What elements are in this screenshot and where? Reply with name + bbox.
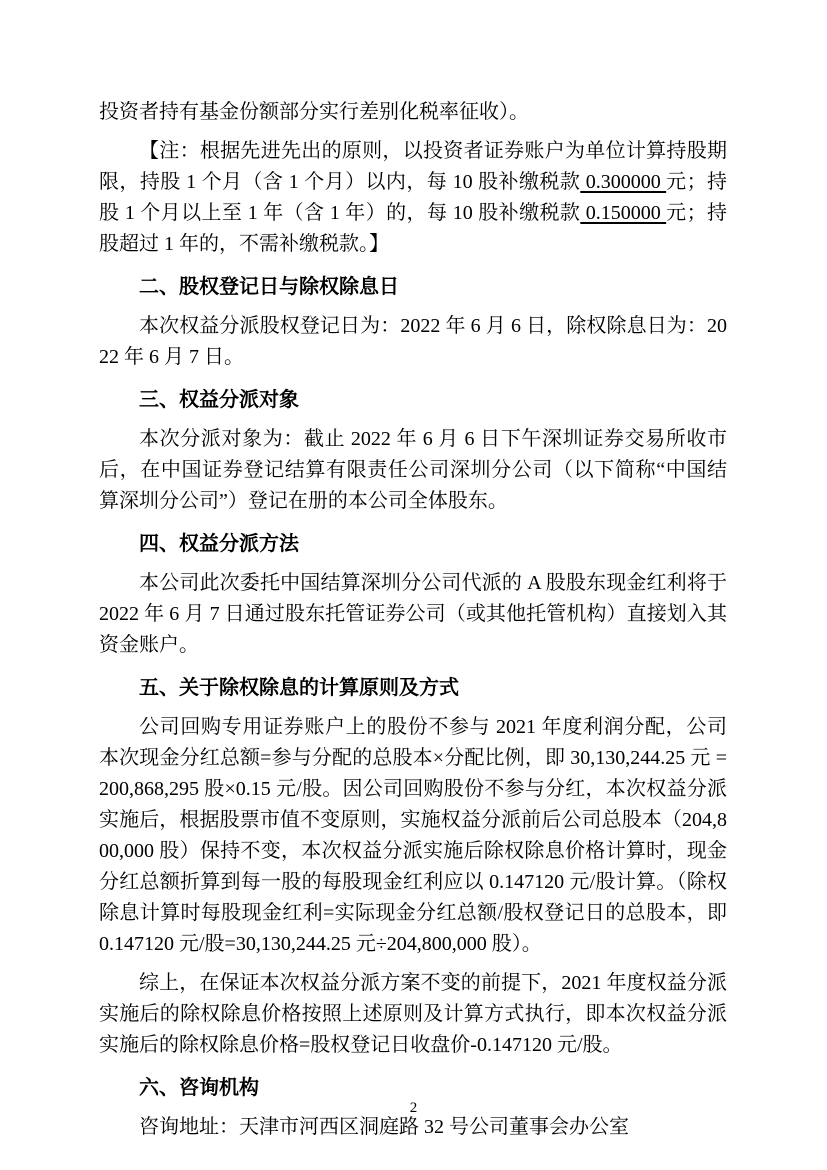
section-heading-distribution-method: 四、权益分派方法: [139, 533, 299, 555]
paragraph-tax-continuation: 投资者持有基金份额部分实行差别化税率征收）。: [99, 101, 529, 123]
paragraph-holding-period-note: [99, 136, 727, 260]
page-number: 2: [409, 1100, 418, 1116]
section-heading-record-date: 二、股权登记日与除权除息日: [139, 276, 399, 298]
section-heading-distribution-targets: 三、权益分派对象: [139, 389, 299, 411]
section-heading-consulting-agency: 六、咨询机构: [139, 1077, 259, 1099]
underlined-tax-amount-1: 0.300000: [580, 171, 667, 193]
paragraph-distribution-targets: 本次分派对象为：截止 2022 年 6 月 6 日下午深圳证券交易所收市后，在中国证券登记结算有限责任公司深圳分公司（以下简称“中国结算深圳分公司”）登记在册的本公司全体股东。: [99, 428, 727, 512]
section-heading-ex-dividend-calculation: 五、关于除权除息的计算原则及方式: [139, 677, 459, 699]
paragraph-ex-dividend-summary: 综上，在保证本次权益分派方案不变的前提下，2021 年度权益分派实施后的除权除息价格按照上述原则及计算方式执行，即本次权益分派实施后的除权除息价格=股权登记日收盘价-0.147120 元/股。: [99, 972, 727, 1056]
note-text-part-3: 元；持股超过 1 年的，不需补缴税款。】: [99, 202, 728, 255]
paragraph-record-date: 本次权益分派股权登记日为：2022 年 6 月 6 日，除权除息日为：2022 年 6 月 7 日。: [99, 315, 727, 368]
note-text-part-2: 元；持股 1 个月以上至 1 年（含 1 年）的，每 10 股补缴税款: [99, 171, 728, 224]
underlined-tax-amount-2: 0.150000: [580, 202, 667, 224]
paragraph-consulting-address: 咨询地址：天津市河西区洞庭路 32 号公司董事会办公室: [139, 1116, 629, 1138]
note-text-part-1: 【注：根据先进先出的原则，以投资者证券账户为单位计算持股期限，持股 1 个月（含 1 个月）以内，每 10 股补缴税款: [99, 140, 727, 193]
paragraph-ex-dividend-calculation: 公司回购专用证券账户上的股份不参与 2021 年度利润分配，公司本次现金分红总额=参与分配的总股本×分配比例，即 30,130,244.25 元 =200,868,295 股×0.15 元/股。因公司回购股份不参与分红，本次权益分派实施后，根据股票市值不变原则，实施权益分派前后公司总股本（204,800,000 股）保持不变，本次权益分派实施后除权除息价格计算时，现金分红总额折算到每一股的每股现金红利应以 0.147120 元/股计算。（除权除息计算时每股现金红利=实际现金分红总额/股权登记日的总股本，即 0.147120 元/股=30,130,244.25 元÷204,800,000 股）。: [99, 716, 727, 955]
paragraph-distribution-method: 本公司此次委托中国结算深圳分公司代派的 A 股股东现金红利将于 2022 年 6 月 7 日通过股东托管证券公司（或其他托管机构）直接划入其资金账户。: [99, 572, 727, 656]
